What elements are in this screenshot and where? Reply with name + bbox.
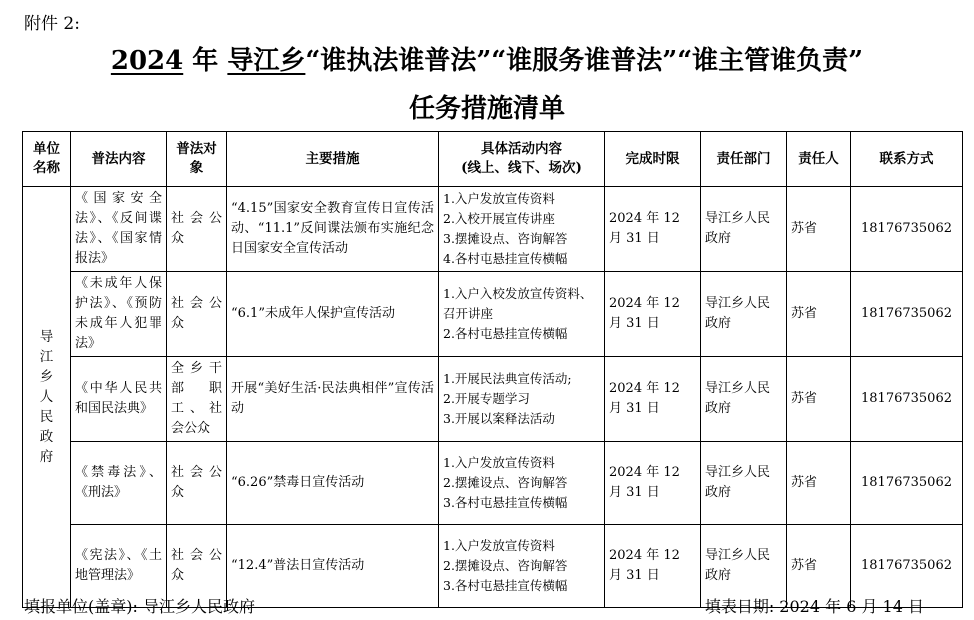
header-deadline: 完成时限 — [605, 132, 701, 187]
target-cell: 全乡干部职工、社会公众 — [167, 357, 227, 442]
acts-cell — [439, 525, 605, 608]
act-item: 3.开展以案释法活动 — [443, 411, 555, 426]
person-cell: 苏省 — [787, 272, 851, 357]
person-cell: 苏省 — [787, 187, 851, 272]
target-cell: 社会公众 — [167, 442, 227, 525]
header-law: 普法内容 — [71, 132, 167, 187]
table-row — [23, 272, 963, 357]
fill-date: 填表日期: 2024 年 6 月 14 日 — [704, 597, 924, 616]
task-table — [22, 131, 963, 608]
measure-cell: “6.1”未成年人保护宣传活动 — [227, 272, 439, 357]
act-item: 1.开展民法典宣传活动; — [443, 371, 572, 386]
act-item: 2.入校开展宣传讲座 — [443, 211, 555, 226]
deadline-cell: 2024 年 12 月 31 日 — [605, 357, 701, 442]
act-item: 2.开展专题学习 — [443, 391, 530, 406]
table-row — [23, 187, 963, 272]
header-contact: 联系方式 — [851, 132, 963, 187]
person-cell: 苏省 — [787, 525, 851, 608]
deadline-cell: 2024 年 12 月 31 日 — [605, 525, 701, 608]
header-dept: 责任部门 — [701, 132, 787, 187]
title-year: 2024 — [110, 46, 184, 76]
act-item: 2.各村屯悬挂宣传横幅 — [443, 326, 568, 341]
target-cell: 社会公众 — [167, 187, 227, 272]
act-item: 2.摆摊设点、咨询解答 — [443, 475, 568, 490]
contact-cell: 18176735062 — [851, 187, 963, 272]
header-unit: 单位名称 — [23, 132, 71, 187]
act-item: 3.各村屯悬挂宣传横幅 — [443, 578, 568, 593]
law-cell: 《未成年人保护法》、《预防未成年人犯罪法》 — [71, 272, 167, 357]
act-item: 1.入户发放宣传资料 — [443, 455, 555, 470]
act-item: 2.摆摊设点、咨询解答 — [443, 558, 568, 573]
unit-name: 导江乡人民政府 — [39, 329, 54, 465]
law-cell: 《国家安全法》、《反间谍法》、《国家情报法》 — [71, 187, 167, 272]
title-rest: “谁执法谁普法”“谁服务谁普法”“谁主管谁负责” — [305, 46, 864, 76]
person-cell: 苏省 — [787, 442, 851, 525]
document-title — [0, 40, 974, 77]
target-cell: 社会公众 — [167, 525, 227, 608]
measure-cell: “12.4”普法日宣传活动 — [227, 525, 439, 608]
acts-cell — [439, 357, 605, 442]
measure-cell: “4.15”国家安全教育宣传日宣传活动、“11.1”反间谍法颁布实施纪念日国家安全宣传活动 — [227, 187, 439, 272]
act-item: 1.入户入校发放宣传资料、召开讲座 — [443, 286, 593, 321]
attachment-label: 附件 2: — [24, 14, 80, 34]
header-measure: 主要措施 — [227, 132, 439, 187]
target-cell: 社会公众 — [167, 272, 227, 357]
dept-cell: 导江乡人民政府 — [701, 187, 787, 272]
contact-cell: 18176735062 — [851, 525, 963, 608]
header-person: 责任人 — [787, 132, 851, 187]
deadline-cell: 2024 年 12 月 31 日 — [605, 442, 701, 525]
acts-cell — [439, 187, 605, 272]
dept-cell: 导江乡人民政府 — [701, 442, 787, 525]
contact-cell: 18176735062 — [851, 357, 963, 442]
dept-cell: 导江乡人民政府 — [701, 272, 787, 357]
table-row — [23, 442, 963, 525]
deadline-cell: 2024 年 12 月 31 日 — [605, 272, 701, 357]
dept-cell: 导江乡人民政府 — [701, 525, 787, 608]
filler-unit: 填报单位(盖章): 导江乡人民政府 — [24, 597, 255, 616]
title-place: 导江乡 — [227, 46, 306, 76]
measure-cell: “6.26”禁毒日宣传活动 — [227, 442, 439, 525]
act-item: 1.入户发放宣传资料 — [443, 191, 555, 206]
acts-cell — [439, 272, 605, 357]
deadline-cell: 2024 年 12 月 31 日 — [605, 187, 701, 272]
header-target: 普法对象 — [167, 132, 227, 187]
title-year-suffix: 年 — [192, 46, 219, 76]
contact-cell: 18176735062 — [851, 272, 963, 357]
act-item: 3.摆摊设点、咨询解答 — [443, 231, 568, 246]
law-cell: 《中华人民共和国民法典》 — [71, 357, 167, 442]
contact-cell: 18176735062 — [851, 442, 963, 525]
table-header-row — [23, 132, 963, 187]
header-acts-line1: 具体活动内容 — [481, 141, 562, 157]
acts-cell — [439, 442, 605, 525]
person-cell: 苏省 — [787, 357, 851, 442]
law-cell: 《宪法》、《土地管理法》 — [71, 525, 167, 608]
header-acts-line2: (线上、线下、场次) — [461, 160, 582, 176]
act-item: 4.各村屯悬挂宣传横幅 — [443, 251, 568, 266]
table-row — [23, 357, 963, 442]
act-item: 3.各村屯悬挂宣传横幅 — [443, 495, 568, 510]
act-item: 1.入户发放宣传资料 — [443, 538, 555, 553]
unit-name-cell — [23, 187, 71, 608]
document-subtitle: 任务措施清单 — [408, 94, 565, 124]
law-cell: 《禁毒法》、《刑法》 — [71, 442, 167, 525]
dept-cell: 导江乡人民政府 — [701, 357, 787, 442]
header-acts — [439, 132, 605, 187]
measure-cell: 开展“美好生活·民法典相伴”宣传活动 — [227, 357, 439, 442]
